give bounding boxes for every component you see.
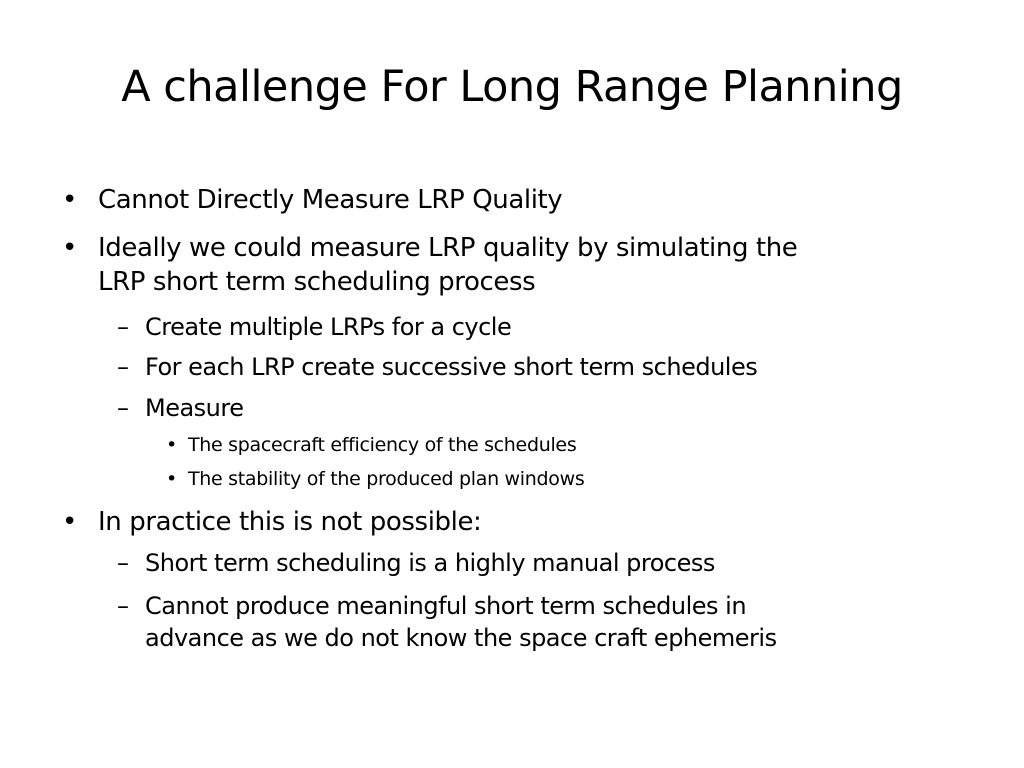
bullet-item bbox=[58, 231, 998, 299]
dash-marker: – bbox=[117, 353, 129, 381]
sub-item-text-line: advance as we do not know the space craft ephemeris bbox=[145, 624, 777, 652]
sub-item bbox=[117, 392, 977, 424]
sub-sub-item bbox=[162, 432, 982, 458]
dash-marker: – bbox=[117, 592, 129, 620]
bullet-text bbox=[98, 231, 998, 299]
bullet-item bbox=[58, 505, 978, 539]
slide-title: A challenge For Long Range Planning bbox=[121, 62, 903, 112]
sub-item-text bbox=[145, 590, 997, 654]
bullet-text-line: Ideally we could measure LRP quality by simulating the bbox=[98, 233, 798, 263]
bullet-marker: • bbox=[62, 233, 77, 263]
bullet-marker: • bbox=[62, 185, 77, 215]
sub-item-text: Measure bbox=[145, 394, 244, 422]
sub-item-text-line: Cannot produce meaningful short term schedules in bbox=[145, 592, 747, 620]
sub-item bbox=[117, 311, 977, 343]
bullet-marker: • bbox=[166, 434, 177, 456]
bullet-text: Cannot Directly Measure LRP Quality bbox=[98, 185, 563, 215]
sub-item bbox=[117, 547, 977, 579]
bullet-text: In practice this is not possible: bbox=[98, 507, 482, 537]
sub-sub-item-text: The stability of the produced plan windows bbox=[188, 468, 585, 490]
sub-item bbox=[117, 351, 977, 383]
sub-sub-item bbox=[162, 466, 982, 492]
sub-item-text: Create multiple LRPs for a cycle bbox=[145, 313, 512, 341]
sub-item bbox=[117, 590, 997, 654]
bullet-item bbox=[58, 183, 978, 217]
dash-marker: – bbox=[117, 313, 129, 341]
sub-sub-item-text: The spacecraft efficiency of the schedules bbox=[188, 434, 577, 456]
sub-item-text: For each LRP create successive short term schedules bbox=[145, 353, 758, 381]
bullet-marker: • bbox=[62, 507, 77, 537]
dash-marker: – bbox=[117, 549, 129, 577]
bullet-marker: • bbox=[166, 468, 177, 490]
dash-marker: – bbox=[117, 394, 129, 422]
bullet-text-line: LRP short term scheduling process bbox=[98, 267, 536, 297]
sub-item-text: Short term scheduling is a highly manual process bbox=[145, 549, 715, 577]
